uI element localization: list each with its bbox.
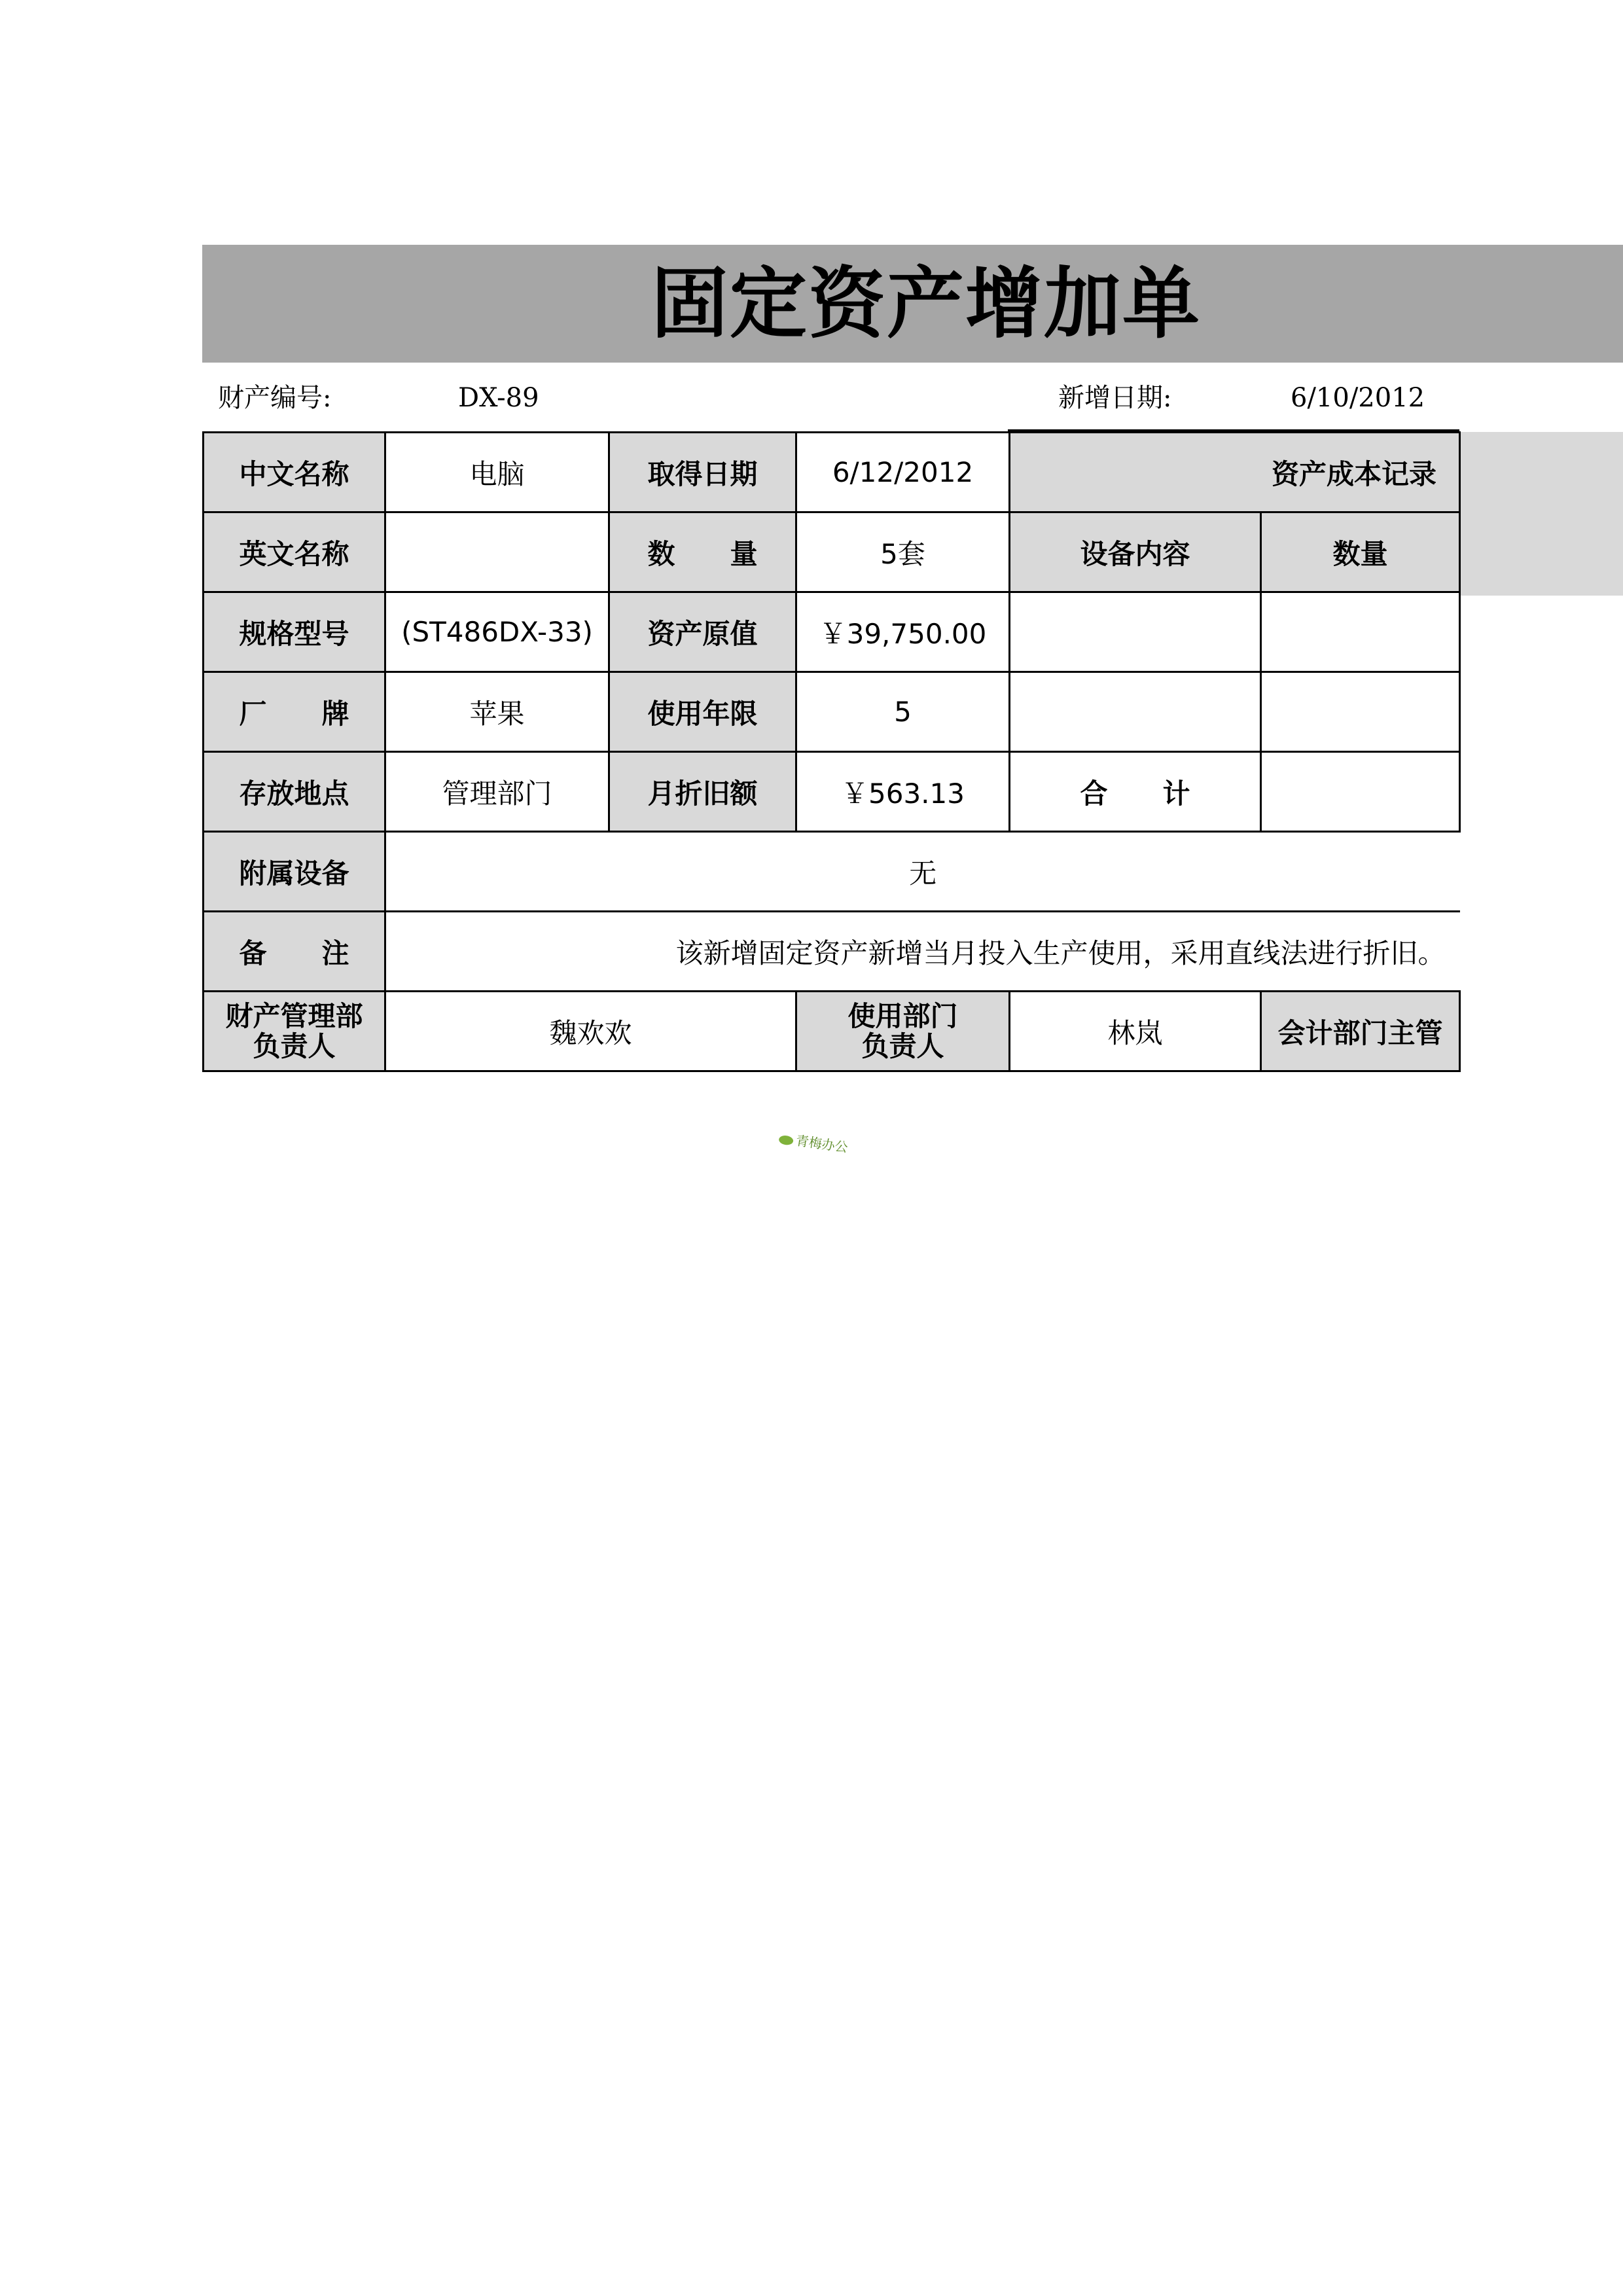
remarks-label: 备 注 (204, 912, 385, 992)
cost-record-quantity-cell (1261, 592, 1460, 672)
table-row (204, 912, 1460, 992)
asset-no-label: 财产编号: (218, 383, 332, 413)
cost-record-quantity-cell (1261, 672, 1460, 752)
acquire-date-label: 取得日期 (609, 433, 796, 512)
service-life-label: 使用年限 (609, 672, 796, 752)
property-manager-value: 魏欢欢 (385, 992, 796, 1071)
table-row (204, 752, 1460, 832)
asset-no-value: DX-89 (458, 383, 539, 413)
quantity-col-header: 数量 (1261, 512, 1460, 592)
table-row (204, 672, 1460, 752)
remarks-value: 该新增固定资产新增当月投入生产使用，采用直线法进行折旧。 (385, 912, 1460, 992)
cost-record-content-cell (1010, 592, 1261, 672)
chinese-name-value: 电脑 (385, 433, 609, 512)
using-dept-label-line1: 使用部门 (847, 999, 958, 1032)
english-name-label: 英文名称 (204, 512, 385, 592)
watermark-text: 青梅办公 (794, 1132, 849, 1156)
add-date-value: 6/10/2012 (1291, 383, 1425, 413)
property-manager-label-line2: 负责人 (253, 1030, 336, 1062)
accounting-supervisor-label: 会计部门主管 (1261, 992, 1460, 1071)
acquire-date-value: 6/12/2012 (796, 433, 1010, 512)
total-quantity-cell (1261, 752, 1460, 832)
leaf-icon (778, 1134, 794, 1145)
brand-label: 厂 牌 (204, 672, 385, 752)
chinese-name-label: 中文名称 (204, 433, 385, 512)
equipment-content-header: 设备内容 (1010, 512, 1261, 592)
table-row (204, 832, 1460, 912)
property-manager-label (204, 992, 385, 1071)
add-date-label: 新增日期: (1058, 383, 1172, 413)
side-band (1459, 432, 1623, 596)
total-label: 合 计 (1010, 752, 1261, 832)
cost-record-header: 资产成本记录 (1010, 433, 1460, 512)
monthly-depreciation-value: ￥563.13 (796, 752, 1010, 832)
spec-model-label: 规格型号 (204, 592, 385, 672)
using-dept-label-line2: 负责人 (861, 1030, 944, 1062)
using-dept-label (796, 992, 1010, 1071)
table-row (204, 512, 1460, 592)
cost-record-content-cell (1010, 672, 1261, 752)
watermark (777, 1126, 849, 1159)
monthly-depreciation-label: 月折旧额 (609, 752, 796, 832)
quantity-label: 数 量 (609, 512, 796, 592)
table-row (204, 992, 1460, 1071)
table-row (204, 433, 1460, 512)
original-value-label: 资产原值 (609, 592, 796, 672)
property-manager-label-line1: 财产管理部 (225, 999, 363, 1032)
spec-model-value: (ST486DX-33) (385, 592, 609, 672)
original-value-value: ￥39,750.00 (796, 592, 1010, 672)
accessories-label: 附属设备 (204, 832, 385, 912)
table-row (204, 592, 1460, 672)
brand-value: 苹果 (385, 672, 609, 752)
accessories-value: 无 (385, 832, 1460, 912)
english-name-value (385, 512, 609, 592)
location-value: 管理部门 (385, 752, 609, 832)
location-label: 存放地点 (204, 752, 385, 832)
service-life-value: 5 (796, 672, 1010, 752)
using-dept-value: 林岚 (1010, 992, 1261, 1071)
page-title: 固定资产增加单 (651, 258, 1201, 349)
asset-form-table (202, 431, 1461, 1072)
quantity-value: 5套 (796, 512, 1010, 592)
